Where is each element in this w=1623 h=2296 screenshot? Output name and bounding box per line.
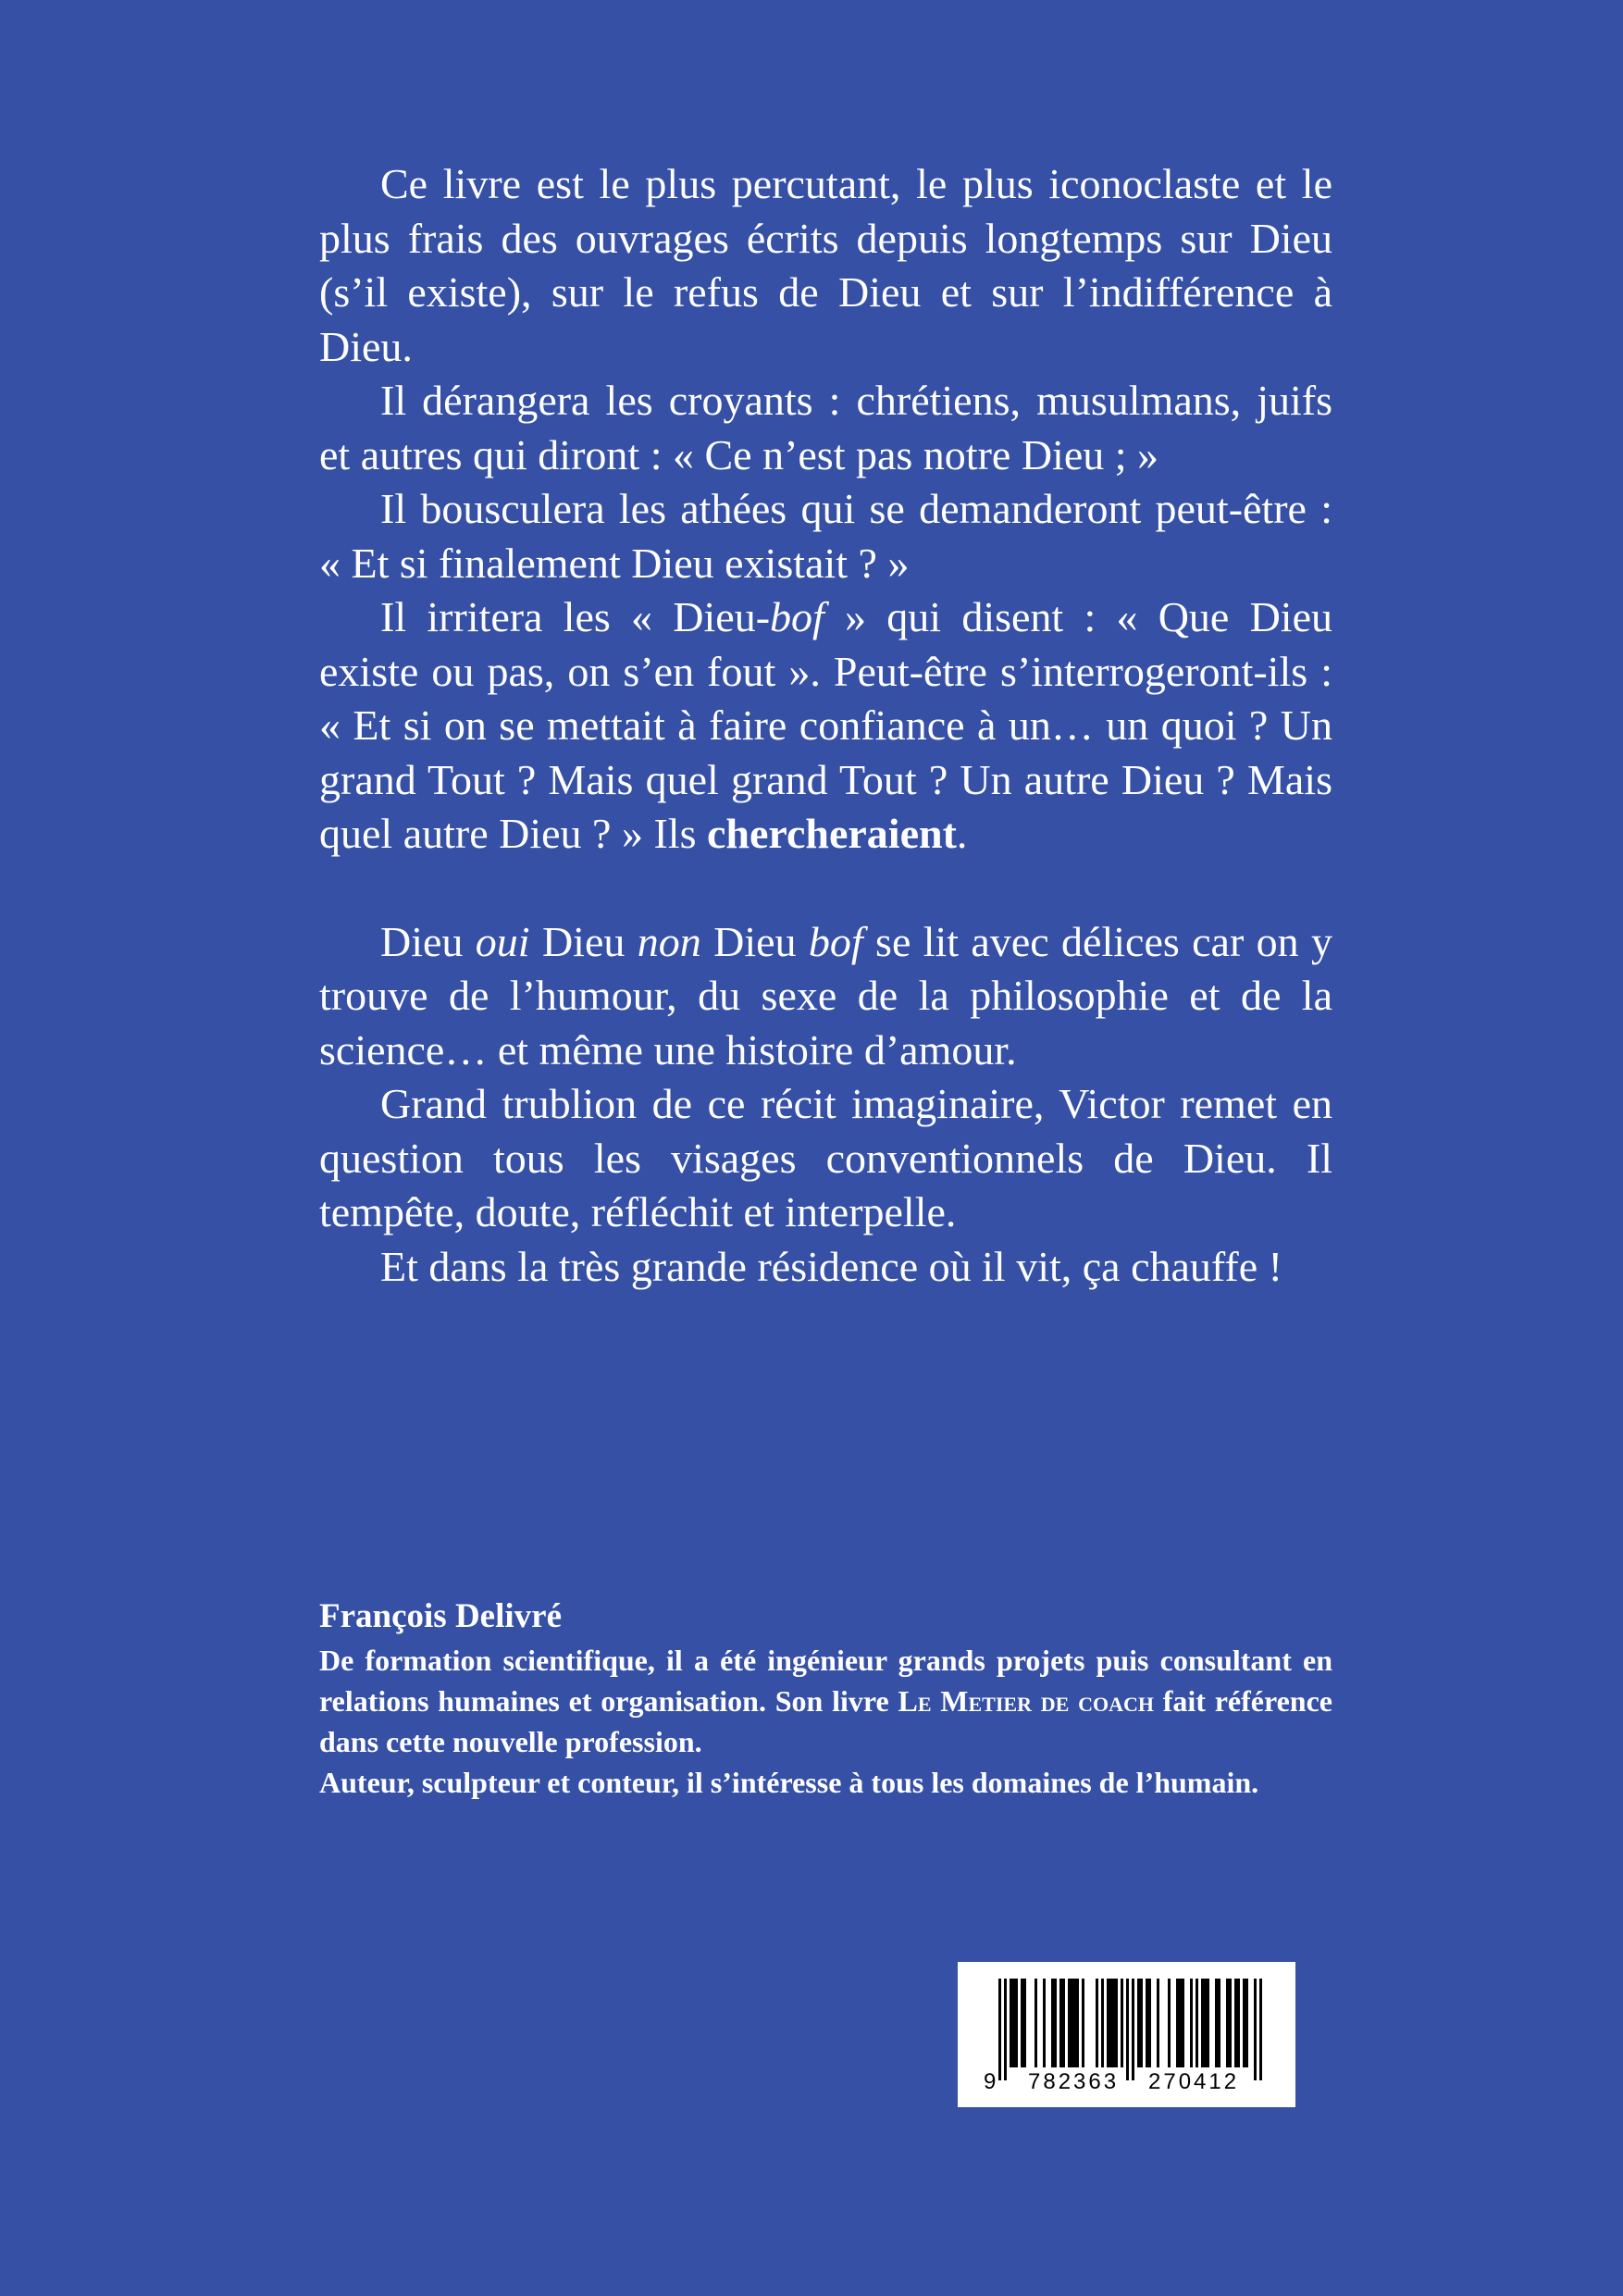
barcode-bar [1068, 1979, 1071, 2067]
barcode-bar [1051, 1979, 1054, 2067]
barcode-bar [1146, 1979, 1148, 2067]
p4-text-a: Il irritera les « Dieu- [380, 593, 771, 640]
barcode-bar [1043, 1979, 1046, 2067]
blurb-paragraph-2: Il dérangera les croyants : chrétiens, musulmans, juifs et autres qui diront : « Ce n’est pas notre Dieu ; » [319, 377, 1332, 478]
isbn-barcode [958, 1962, 1295, 2107]
barcode-bar [1082, 1979, 1084, 2067]
isbn-right-group: 270412 [1148, 2069, 1240, 2094]
barcode-bar [1112, 1979, 1115, 2067]
barcode-bar [1004, 1979, 1007, 2080]
blurb-paragraph-5 [319, 915, 1332, 1078]
barcode-bar [1115, 1979, 1118, 2067]
barcode-bar [1010, 1979, 1012, 2067]
barcode-bar [1071, 1979, 1073, 2067]
author-bio-2: Auteur, sculpteur et conteur, il s’intéresse à tous les domaines de l’humain. [319, 1766, 1259, 1799]
barcode-bar [1059, 1979, 1062, 2067]
barcode-bar [1107, 1979, 1109, 2067]
barcode-bar [1168, 1979, 1171, 2067]
blurb-paragraph-1: Ce livre est le plus percutant, le plus iconoclaste et le plus frais des ouvrages écrits depuis longtemps sur Dieu (s’il existe), sur le refus de Dieu et sur l’indifférence à Dieu. [319, 160, 1332, 370]
barcode-bar [1015, 1979, 1018, 2067]
barcode-bar [1179, 1979, 1182, 2067]
barcode-bar [1207, 1979, 1209, 2067]
barcode-bars [958, 1962, 1295, 2107]
p5-text-a: Dieu [380, 917, 476, 965]
p5-oui-italic: oui [475, 917, 530, 965]
barcode-bar [1234, 1979, 1237, 2067]
barcode-bar [1035, 1979, 1037, 2067]
p4-text-e: . [956, 810, 968, 857]
barcode-bar [1237, 1979, 1240, 2067]
barcode-bar [1023, 1979, 1026, 2067]
isbn-first-digit: 9 [984, 2069, 997, 2094]
barcode-bar [1012, 1979, 1015, 2067]
barcode-bar [1245, 1979, 1248, 2067]
p4-chercheraient-bold: chercheraient [706, 810, 957, 857]
barcode-bar [1076, 1979, 1079, 2067]
barcode-bar [1126, 1979, 1129, 2080]
isbn-left-group: 782363 [1028, 2069, 1120, 2094]
p5-bof-italic: bof [808, 917, 863, 965]
barcode-bar [1109, 1979, 1112, 2067]
barcode-bar [1196, 1979, 1198, 2067]
barcode-bar [1176, 1979, 1179, 2067]
barcode-bar [1054, 1979, 1057, 2067]
author-bio-1a: De formation scientifique, il a été ingénieur grands projets puis consultant en relations humaines et organisation. Son livre [319, 1644, 1332, 1718]
barcode-bar [1096, 1979, 1098, 2067]
barcode-bar [1132, 1979, 1134, 2080]
barcode-bar [1101, 1979, 1104, 2067]
book-title-small-caps: Le Metier de coach [898, 1684, 1154, 1718]
p4-text-c: » qui disent : « Que Dieu existe ou pas, on s’en fout ». Peut-être s’interrogeront-ils : « Et si on se mettait à faire confiance à un… un quoi ? Un grand Tout ? Mais quel grand Tout ? Un autre Dieu ? Mais quel autre Dieu ? » Ils [319, 593, 1332, 857]
p5-text-c: Dieu [529, 917, 638, 965]
blurb-paragraph-6: Grand trublion de ce récit imaginaire, Victor remet en question tous les visages conventionnels de Dieu. Il tempête, doute, réfléchit et interpelle. [319, 1080, 1332, 1235]
p5-text-g: se lit avec délices car on y trouve de l’humour, du sexe de la philosophie et de la science… et même une histoire d’amour. [319, 917, 1333, 1074]
p5-non-italic: non [637, 917, 701, 965]
barcode-bar [1182, 1979, 1184, 2067]
barcode-bar [1140, 1979, 1143, 2067]
barcode-bar [1190, 1979, 1193, 2067]
barcode-bar [998, 1979, 1001, 2080]
author-bio-1b: fait référence dans cette nouvelle profession. [319, 1684, 1333, 1758]
barcode-bar [1073, 1979, 1076, 2067]
barcode-bar [1148, 1979, 1151, 2067]
barcode-bar [1201, 1979, 1204, 2067]
barcode-bar [1254, 1979, 1257, 2080]
blurb-paragraph-7: Et dans la très grande résidence où il vit, ça chauffe ! [380, 1242, 1282, 1290]
barcode-bar [1218, 1979, 1220, 2067]
author-name: François Delivré [319, 1597, 562, 1635]
barcode-bar [1157, 1979, 1159, 2067]
barcode-bar [1137, 1979, 1140, 2067]
barcode-bar [1121, 1979, 1123, 2067]
p5-text-e: Dieu [700, 917, 809, 965]
barcode-bar [1062, 1979, 1065, 2067]
barcode-bar [1021, 1979, 1023, 2067]
barcode-bar [1243, 1979, 1245, 2067]
barcode-bar [1229, 1979, 1232, 2067]
blurb [319, 157, 1332, 1294]
blurb-paragraph-4 [319, 590, 1332, 862]
barcode-bar [1259, 1979, 1262, 2080]
barcode-bar [1204, 1979, 1207, 2067]
barcode-bar [1215, 1979, 1218, 2067]
author-section [319, 1594, 1332, 1803]
blurb-paragraph-3: Il bousculera les athées qui se demanderont peut-être : « Et si finalement Dieu existait ? » [319, 485, 1332, 587]
barcode-bar [1226, 1979, 1229, 2067]
paragraph-gap [319, 862, 1332, 915]
p4-bof-italic: bof [770, 593, 824, 640]
author-bio-1 [319, 1640, 1332, 1762]
